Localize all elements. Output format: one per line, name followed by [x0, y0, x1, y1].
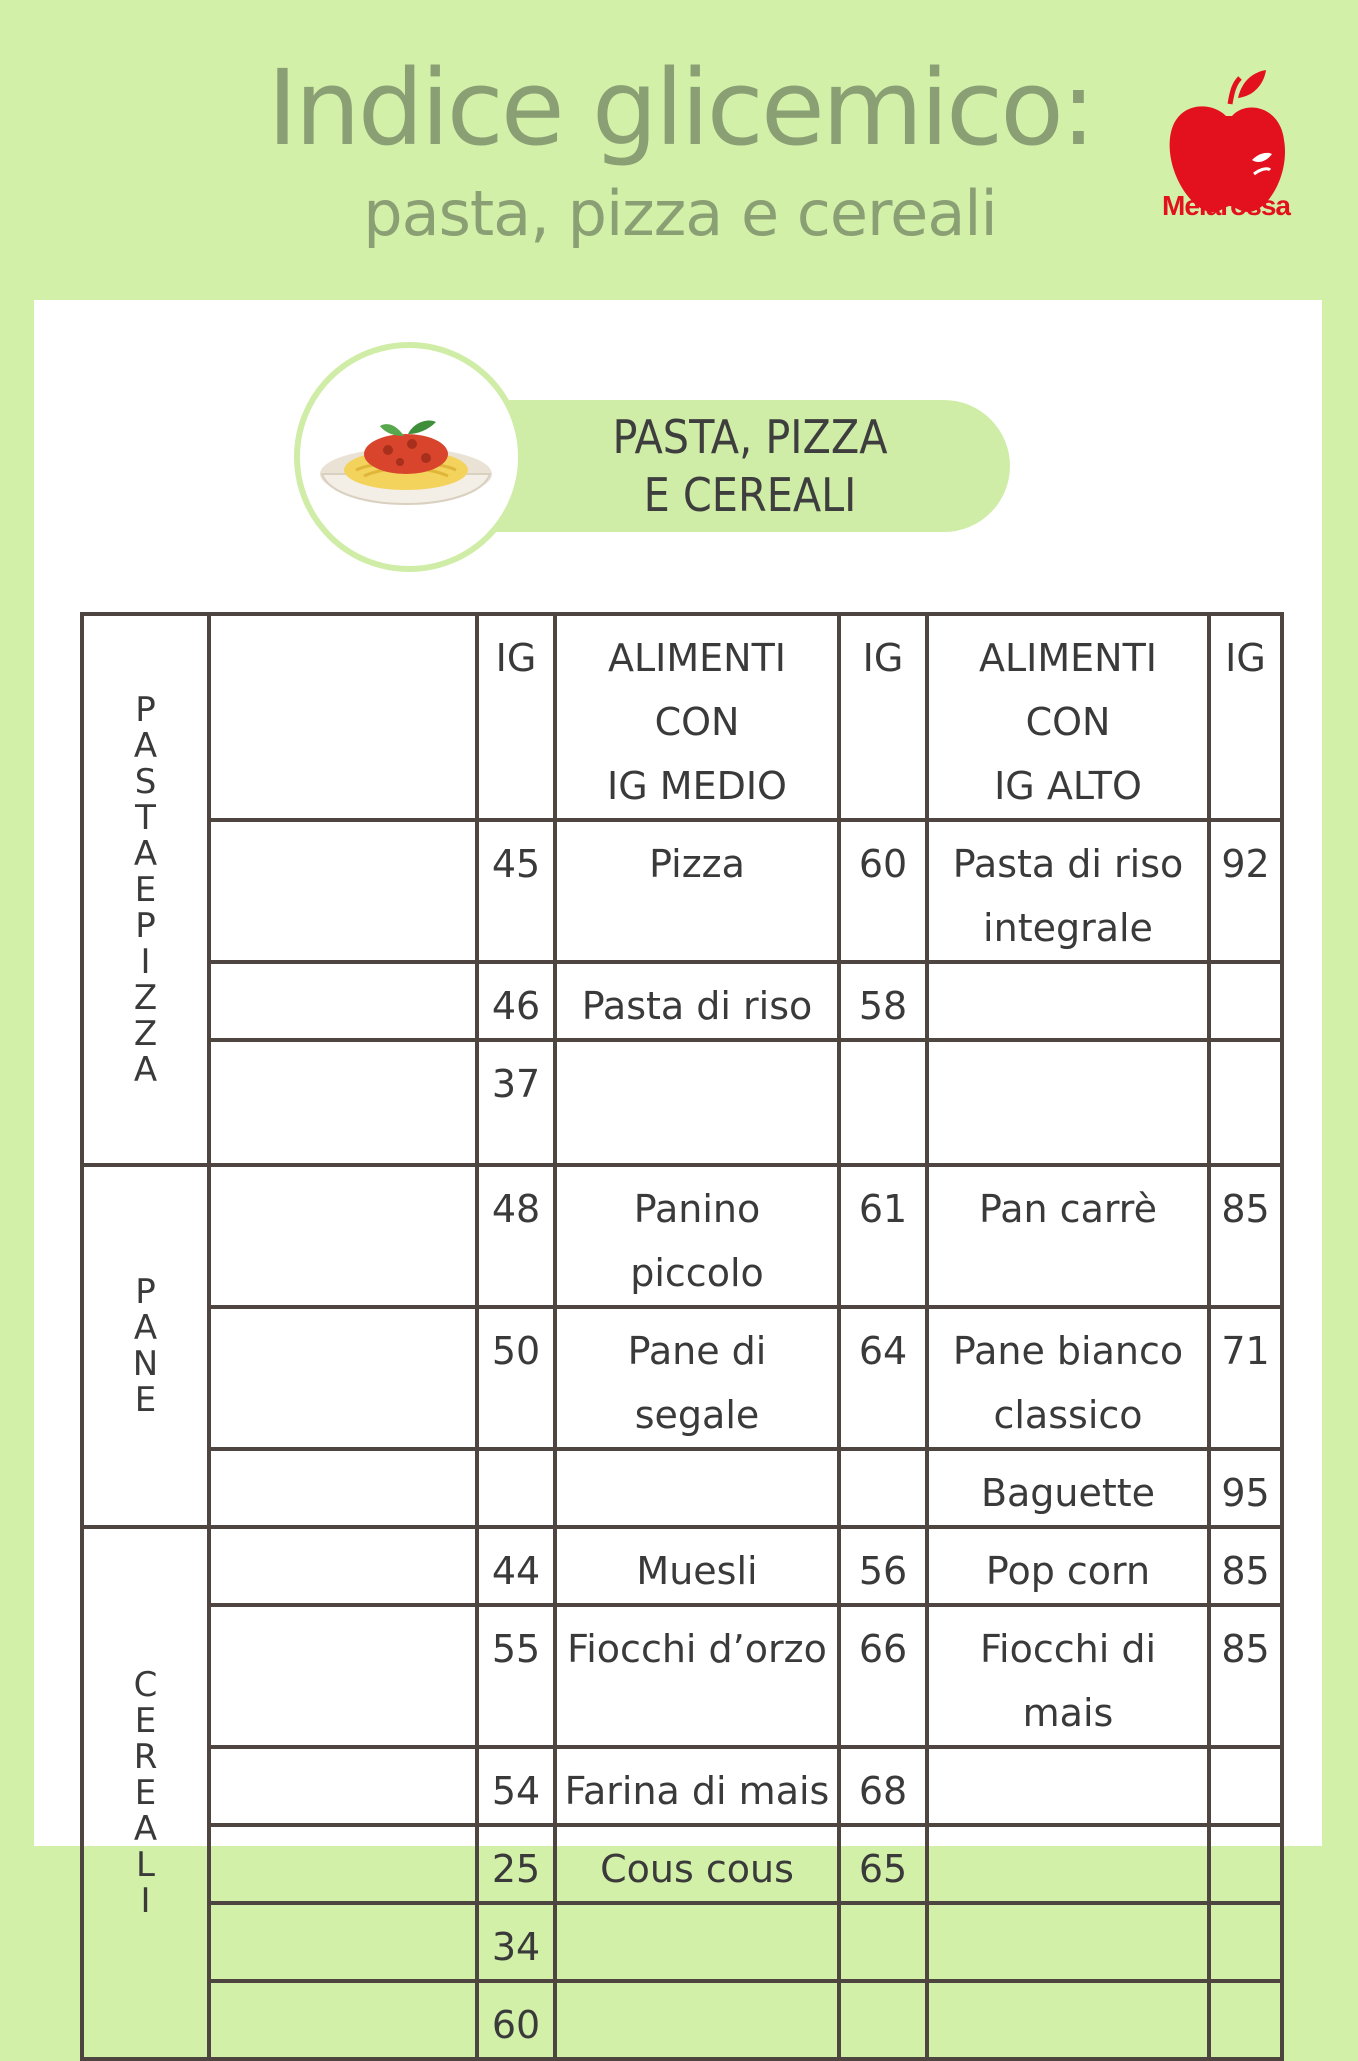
group-letter: I	[140, 1881, 151, 1921]
high-food-line2: classico	[993, 1393, 1143, 1437]
group-letter: N	[132, 1344, 159, 1384]
header-high-line2: IG ALTO	[994, 764, 1142, 808]
high-ig-cell: 92	[1209, 820, 1282, 962]
header-low-food	[209, 614, 477, 820]
table-row	[82, 1981, 1282, 2059]
group-cell	[82, 614, 209, 1165]
header-medium-line2: IG MEDIO	[607, 764, 787, 808]
high-ig-cell: 95	[1209, 1449, 1282, 1527]
low-ig-cell: 25	[477, 1825, 555, 1903]
glycemic-index-table	[80, 612, 1284, 2061]
group-letter: A	[133, 1308, 158, 1348]
low-food-cell	[209, 1040, 477, 1165]
medium-ig-cell: 68	[839, 1747, 927, 1825]
table-row	[82, 820, 1282, 962]
high-ig-cell	[1209, 1747, 1282, 1825]
low-food-cell	[209, 1165, 477, 1307]
low-food-cell	[209, 1903, 477, 1981]
high-food-line1: Fiocchi di mais	[979, 1627, 1157, 1735]
medium-ig-cell: 60	[839, 820, 927, 962]
section-label-line2: E CEREALI	[643, 468, 857, 522]
high-ig-cell	[1209, 1040, 1282, 1165]
medium-ig-cell: 61	[839, 1165, 927, 1307]
high-ig-cell	[1209, 1825, 1282, 1903]
section-label	[520, 400, 980, 532]
low-ig-cell: 45	[477, 820, 555, 962]
medium-ig-cell: 66	[839, 1605, 927, 1747]
high-food-cell	[927, 1449, 1209, 1527]
group-letter: Z	[133, 1013, 158, 1054]
group-letter: I	[140, 941, 151, 982]
medium-ig-cell: 58	[839, 962, 927, 1040]
medium-ig-cell	[839, 1040, 927, 1165]
high-food-cell	[927, 1903, 1209, 1981]
table-row	[82, 1605, 1282, 1747]
high-food-cell	[927, 962, 1209, 1040]
medium-food-cell	[555, 1981, 839, 2059]
medium-food-cell: Muesli	[555, 1527, 839, 1605]
table-row	[82, 1825, 1282, 1903]
high-food-cell	[927, 1981, 1209, 2059]
group-letter: E	[134, 1773, 157, 1813]
high-food-cell	[927, 1605, 1209, 1747]
medium-food-cell: Pasta di riso	[555, 962, 839, 1040]
high-food-line1: Pasta di riso	[952, 842, 1184, 886]
table-row	[82, 1527, 1282, 1605]
table-row	[82, 1449, 1282, 1527]
group-letter: R	[133, 1737, 158, 1777]
low-ig-cell: 44	[477, 1527, 555, 1605]
group-letter: T	[135, 797, 156, 838]
medium-ig-cell	[839, 1449, 927, 1527]
medium-ig-cell: 56	[839, 1527, 927, 1605]
header-high-line1: ALIMENTI CON	[978, 636, 1157, 744]
spaghetti-plate-icon	[316, 404, 496, 524]
section-label-line1: PASTA, PIZZA	[612, 410, 888, 464]
page-title: Indice glicemico:	[267, 47, 1093, 169]
low-food-cell	[209, 962, 477, 1040]
page-subtitle: pasta, pizza e cereali	[363, 177, 997, 250]
high-food-line1: Pan carrè	[979, 1187, 1157, 1231]
low-ig-cell: 55	[477, 1605, 555, 1747]
high-ig-cell	[1209, 962, 1282, 1040]
group-letter: S	[134, 761, 157, 802]
low-food-cell	[209, 1449, 477, 1527]
group-label-pane	[84, 1274, 207, 1418]
high-ig-cell: 85	[1209, 1527, 1282, 1605]
medium-food-cell: Panino piccolo	[555, 1165, 839, 1307]
header-high-food	[927, 614, 1209, 820]
group-letter: E	[134, 1701, 157, 1741]
table-row	[82, 1903, 1282, 1981]
group-letter: Z	[133, 977, 158, 1018]
high-food-cell	[927, 1527, 1209, 1605]
low-ig-cell: 54	[477, 1747, 555, 1825]
low-food-cell	[209, 1981, 477, 2059]
high-food-line1: Baguette	[980, 1471, 1156, 1515]
high-food-line1: Pane bianco	[952, 1329, 1184, 1373]
group-cell	[82, 1527, 209, 2059]
low-ig-cell: 60	[477, 1981, 555, 2059]
high-food-cell	[927, 820, 1209, 962]
low-ig-cell: 37	[477, 1040, 555, 1165]
group-letter: E	[134, 869, 157, 910]
header-high-ig: IG	[1209, 614, 1282, 820]
high-food-line1: Pop corn	[985, 1549, 1151, 1593]
low-ig-cell: 48	[477, 1165, 555, 1307]
header-medium-ig: IG	[839, 614, 927, 820]
low-food-cell	[209, 1527, 477, 1605]
medium-food-cell	[555, 1903, 839, 1981]
medium-food-cell: Fiocchi d’orzo	[555, 1605, 839, 1747]
table-row	[82, 1040, 1282, 1165]
header-medium-line1: ALIMENTI CON	[607, 636, 786, 744]
high-food-cell	[927, 1165, 1209, 1307]
medium-ig-cell: 65	[839, 1825, 927, 1903]
low-ig-cell: 46	[477, 962, 555, 1040]
group-letter: P	[135, 689, 156, 730]
low-food-cell	[209, 820, 477, 962]
group-letter: A	[133, 833, 158, 874]
group-label-cereali	[84, 1667, 207, 1919]
low-food-cell	[209, 1307, 477, 1449]
medium-food-cell: Cous cous	[555, 1825, 839, 1903]
medium-ig-cell	[839, 1903, 927, 1981]
high-ig-cell	[1209, 1981, 1282, 2059]
table-row	[82, 1165, 1282, 1307]
medium-food-cell	[555, 1040, 839, 1165]
group-letter: P	[135, 905, 156, 946]
high-ig-cell	[1209, 1903, 1282, 1981]
table-header-row	[82, 614, 1282, 820]
low-food-cell	[209, 1747, 477, 1825]
group-letter: A	[133, 725, 158, 766]
group-letter: E	[134, 1380, 157, 1420]
group-letter: A	[133, 1049, 158, 1090]
low-food-cell	[209, 1605, 477, 1747]
low-food-cell	[209, 1825, 477, 1903]
high-ig-cell: 71	[1209, 1307, 1282, 1449]
glycemic-table-wrap	[80, 612, 1284, 2061]
medium-ig-cell: 64	[839, 1307, 927, 1449]
high-food-line2: integrale	[983, 906, 1153, 950]
group-cell	[82, 1165, 209, 1527]
low-ig-cell: 34	[477, 1903, 555, 1981]
table-row	[82, 1747, 1282, 1825]
medium-food-cell: Pizza	[555, 820, 839, 962]
high-food-cell	[927, 1040, 1209, 1165]
medium-food-cell	[555, 1449, 839, 1527]
group-letter: L	[136, 1845, 155, 1885]
group-letter: P	[135, 1272, 156, 1312]
high-food-cell	[927, 1307, 1209, 1449]
low-ig-cell	[477, 1449, 555, 1527]
table-row	[82, 1307, 1282, 1449]
header-medium-food	[555, 614, 839, 820]
low-ig-cell: 50	[477, 1307, 555, 1449]
group-letter: C	[133, 1665, 158, 1705]
medium-food-cell: Pane di segale	[555, 1307, 839, 1449]
medium-ig-cell	[839, 1981, 927, 2059]
medium-food-cell: Farina di mais	[555, 1747, 839, 1825]
header-low-ig: IG	[477, 614, 555, 820]
group-letter: A	[133, 1809, 158, 1849]
high-ig-cell: 85	[1209, 1165, 1282, 1307]
high-food-cell	[927, 1825, 1209, 1903]
group-label-pasta-pizza	[84, 689, 207, 1090]
table-row	[82, 962, 1282, 1040]
brand-logo-text: Melarossa	[1162, 190, 1290, 221]
high-ig-cell: 85	[1209, 1605, 1282, 1747]
high-food-cell	[927, 1747, 1209, 1825]
